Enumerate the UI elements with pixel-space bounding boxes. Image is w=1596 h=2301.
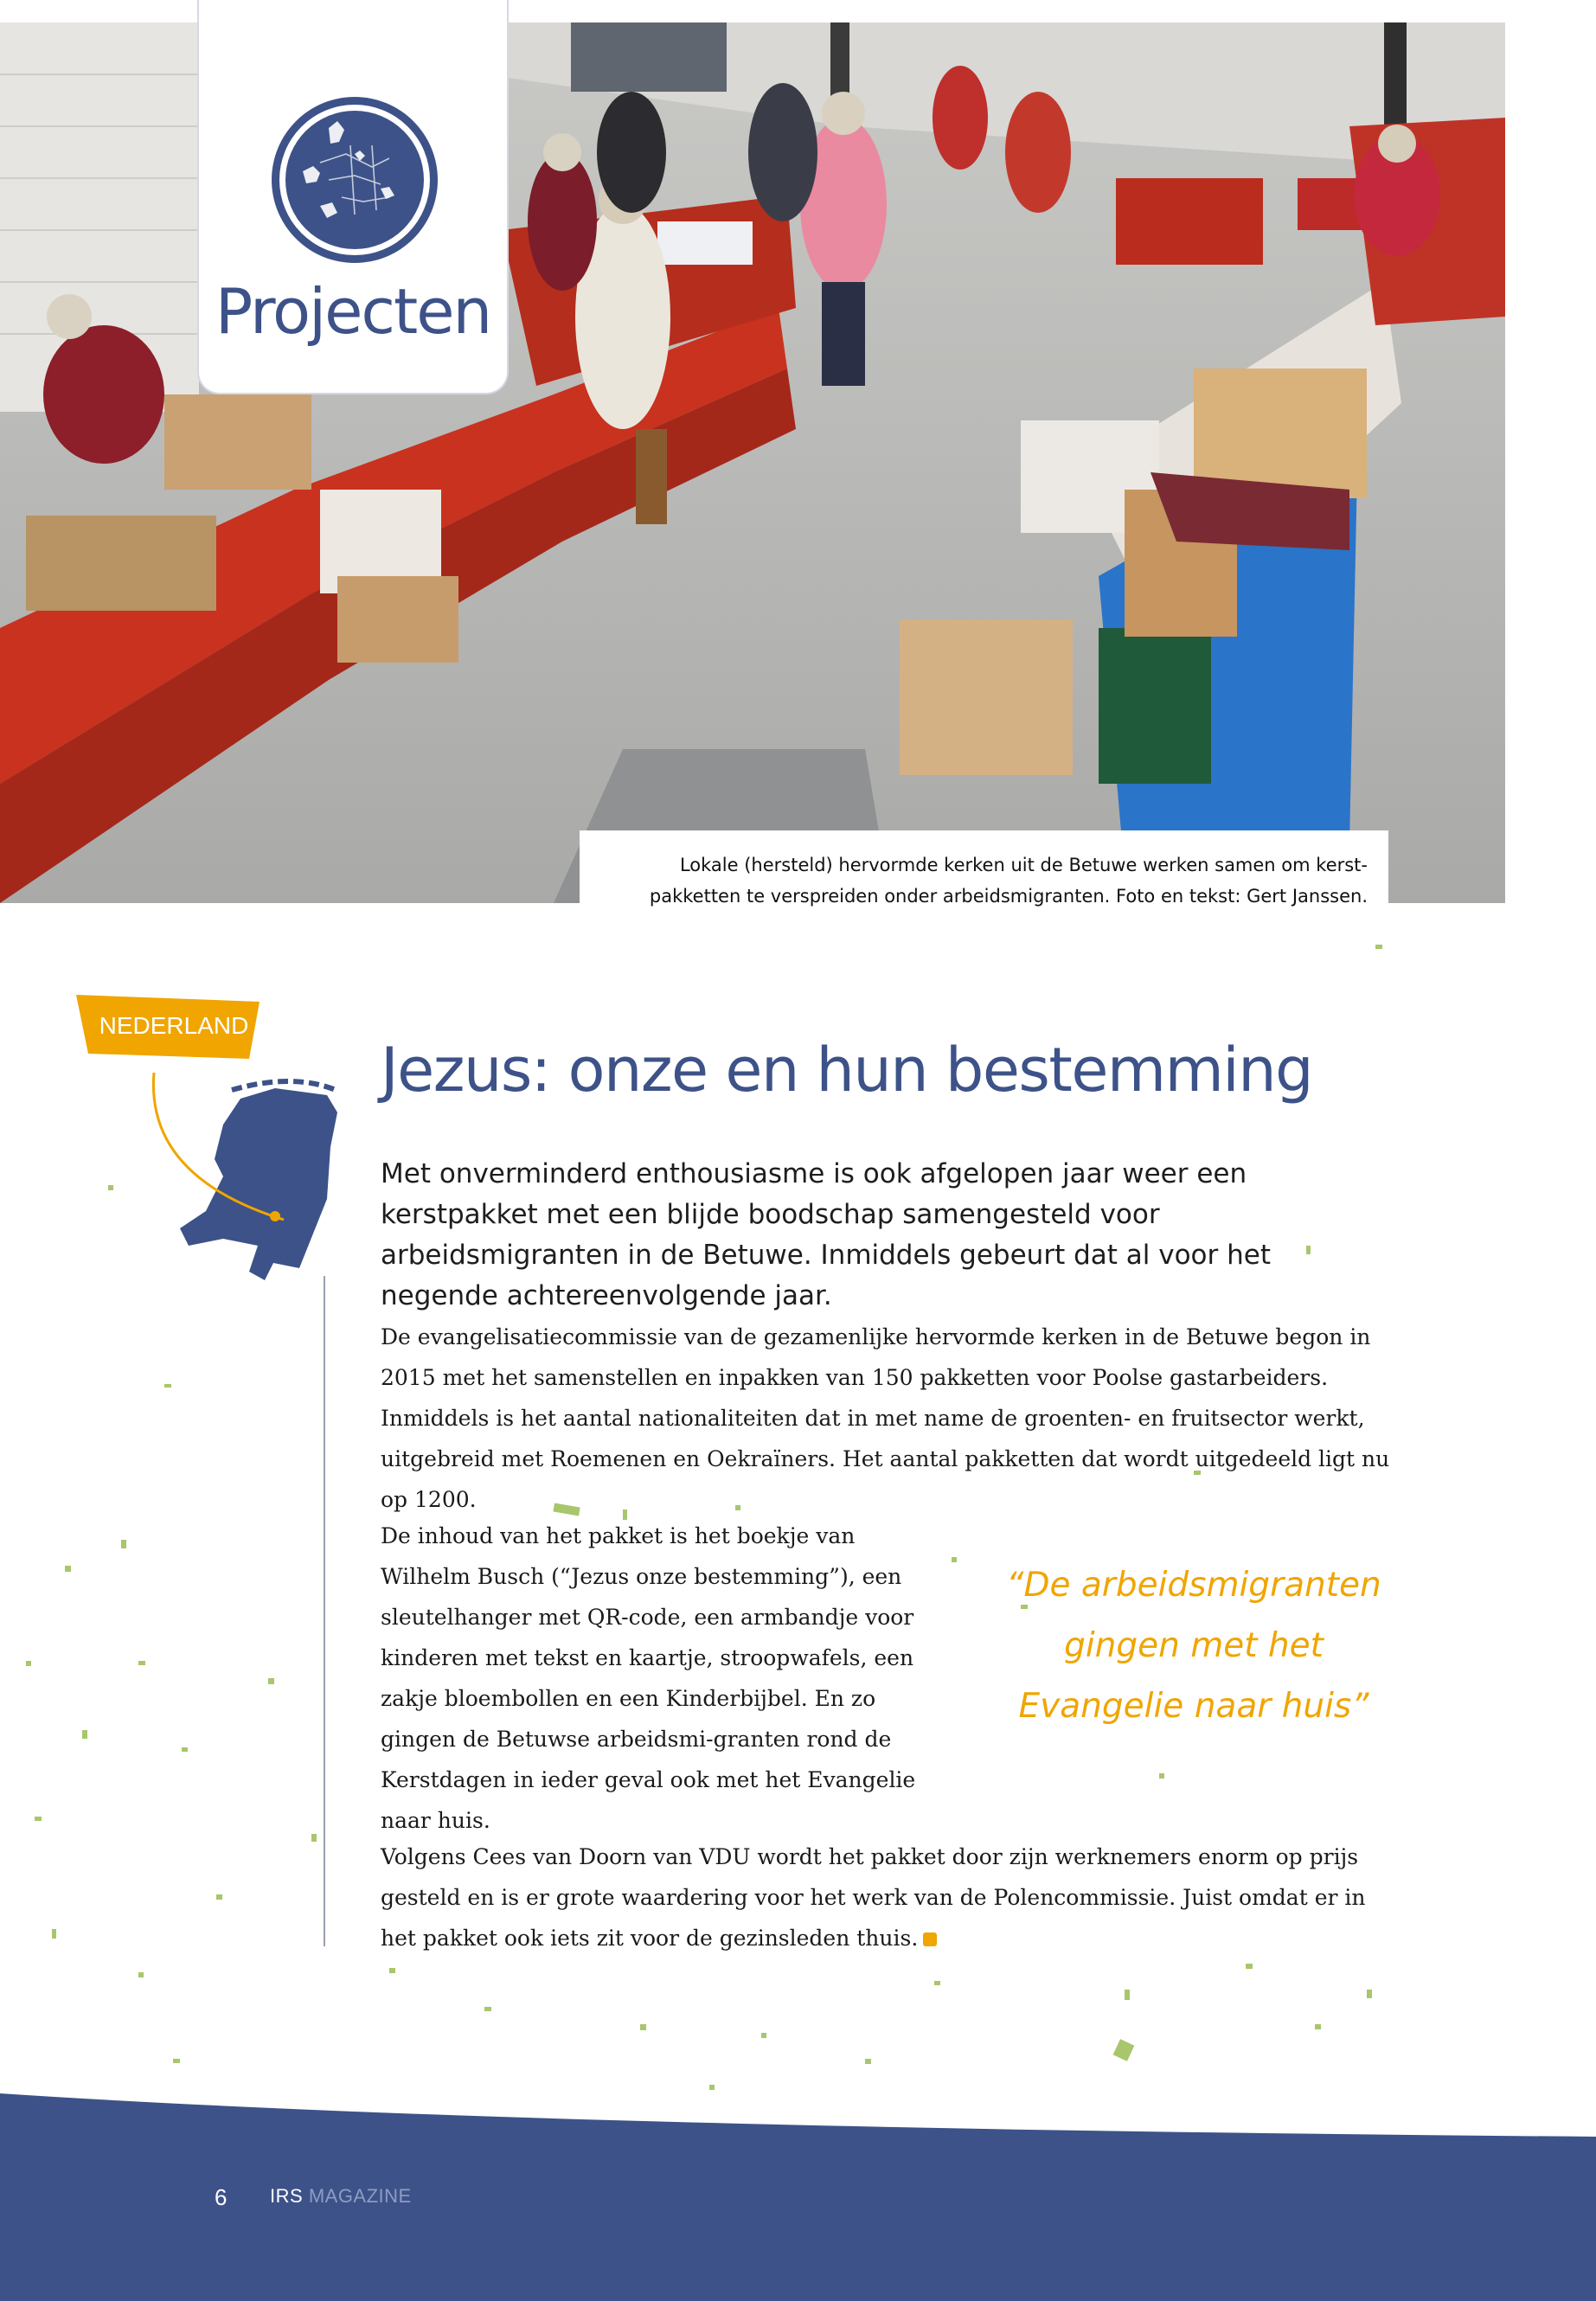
sidebar-rule <box>324 1276 325 1946</box>
country-label: NEDERLAND <box>99 1012 249 1039</box>
footer-band <box>0 2076 1596 2301</box>
europe-map-icon <box>268 93 441 266</box>
netherlands-map-icon <box>145 1073 370 1306</box>
section-title: Projecten <box>215 275 491 348</box>
article-lead: Met onverminderd enthousiasme is ook afgelopen jaar weer een kerstpakket met een blijde boodschap samengesteld voor arbeidsmigranten in de Betuwe. Inmiddels gebeurt dat al voor het negende achtereenvolgende jaar. <box>381 1158 1271 1311</box>
magazine-name-light: MAGAZINE <box>308 2185 412 2207</box>
article-paragraph-3 <box>381 1836 1397 1958</box>
section-tab <box>197 0 509 394</box>
page-number: 6 <box>215 2184 228 2210</box>
article-headline: Jezus: onze en hun bestemming <box>381 1035 1313 1106</box>
magazine-name-bold: IRS <box>270 2185 304 2207</box>
article-paragraph-3-text: Volgens Cees van Doorn van VDU wordt het pakket door zijn werknemers enorm op prijs gesteld en is er grote waardering voor het werk van de Polencommissie. Juist omdat er in het pakket ook iets zit voor de gezinsleden thuis. <box>381 1844 1366 1951</box>
photo-caption: Lokale (hersteld) hervormde kerken uit de Betuwe werken samen om kerst-pakketten te verspreiden onder arbeidsmigranten. Foto en tekst: Gert Janssen. <box>580 830 1388 917</box>
country-badge <box>76 991 263 1061</box>
end-of-article-mark <box>923 1932 937 1946</box>
article-paragraph-1: De evangelisatiecommissie van de gezamenlijke hervormde kerken in de Betuwe begon in 2015 met het samenstellen en inpakken van 150 pakketten voor Poolse gastarbeiders. Inmiddels is het aantal nationaliteiten dat in met name de groenten- en fruitsector werkt, uitgebreid met Roemenen en Oekraïners. Het aantal pakketten dat wordt uitgedeeld ligt nu op 1200. <box>381 1324 1390 1512</box>
pull-quote: “De arbeidsmigranten gingen met het Evangelie naar huis” <box>1006 1566 1381 1726</box>
article-paragraph-2: De inhoud van het pakket is het boekje van Wilhelm Busch (“Jezus onze bestemming”), een sleutelhanger met QR-code, een armbandje voor kinderen met tekst en kaartje, stroopwafels, een zakje bloembollen en een Kinderbijbel. En zo gingen de Betuwse arbeidsmi-granten rond de Kerstdagen in ieder geval ook met het Evangelie naar huis. <box>381 1523 916 1833</box>
magazine-name <box>270 2185 412 2208</box>
